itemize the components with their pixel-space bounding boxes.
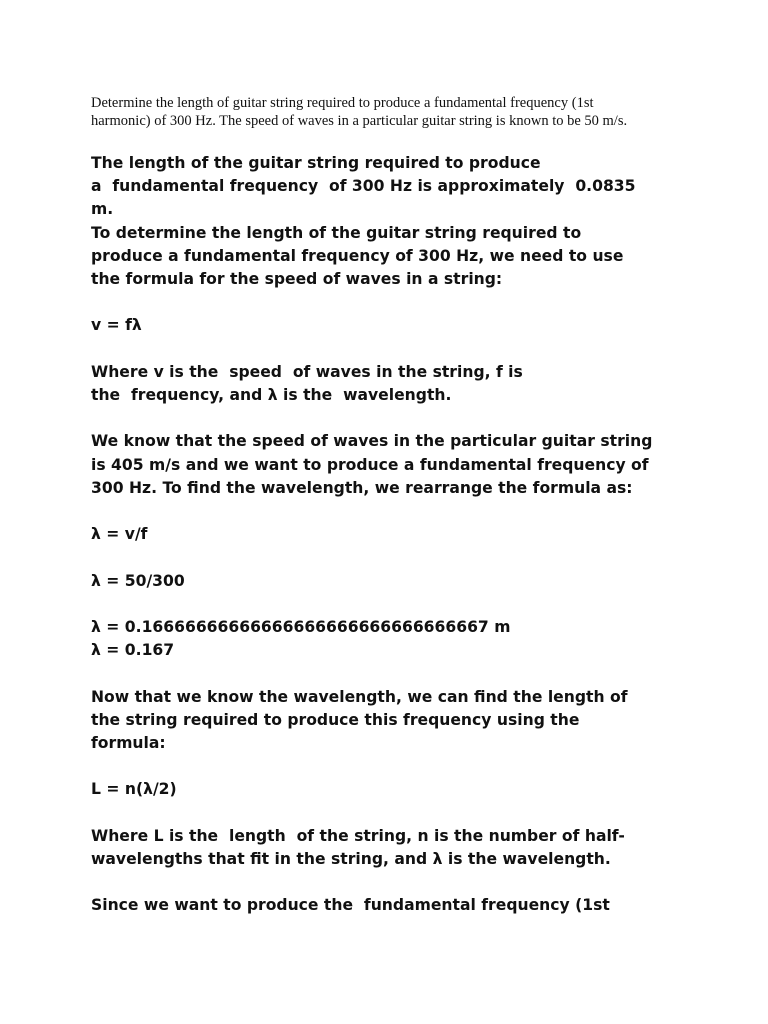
question-text — [91, 94, 691, 130]
answer-line: 300 Hz. To find the wavelength, we rearrange the formula as: — [91, 478, 633, 497]
paragraph-gap — [91, 291, 731, 314]
answer-line: the frequency, and λ is the wavelength. — [91, 386, 452, 404]
answer-line: Now that we know the wavelength, we can find the length of — [91, 687, 628, 706]
formula-wavelength: λ = v/f — [91, 525, 148, 544]
answer-line: the formula for the speed of waves in a string: — [91, 270, 503, 289]
paragraph-gap — [91, 500, 731, 523]
answer-line: the string required to produce this frequency using the — [91, 710, 580, 729]
paragraph-gap — [91, 802, 731, 825]
answer-line: Where v is the speed of waves in the string, f is — [91, 362, 523, 381]
paragraph-gap — [91, 662, 731, 685]
formula-result: λ = 0.16666666666666666666666666666667 m — [91, 617, 511, 636]
paragraph-gap — [91, 407, 731, 430]
paragraph-gap — [91, 871, 731, 894]
formula-length: L = n(λ/2) — [91, 780, 177, 799]
answer-line: wavelengths that fit in the string, and λ is the wavelength. — [91, 849, 611, 868]
paragraph-gap — [91, 338, 731, 361]
answer-line: Since we want to produce the fundamental frequency (1st — [91, 896, 610, 915]
formula-substitution: λ = 50/300 — [91, 571, 185, 590]
answer-line: a fundamental frequency of 300 Hz is approximately 0.0835 — [91, 177, 636, 196]
answer-line: formula: — [91, 733, 166, 752]
answer-line: produce a fundamental frequency of 300 Hz, we need to use — [91, 246, 624, 265]
formula-speed: v = fλ — [91, 316, 142, 335]
formula-rounded: λ = 0.167 — [91, 641, 175, 660]
answer-line: The length of the guitar string required to produce — [91, 154, 541, 172]
answer-line: We know that the speed of waves in the particular guitar string — [91, 432, 653, 451]
answer-line: To determine the length of the guitar string required to — [91, 223, 582, 242]
answer-body — [91, 152, 731, 918]
paragraph-gap — [91, 755, 731, 778]
paragraph-gap — [91, 546, 731, 569]
answer-line: m. — [91, 200, 114, 219]
question-line: harmonic) of 300 Hz. The speed of waves in a particular guitar string is known to be 50 m/s. — [91, 113, 628, 129]
paragraph-gap — [91, 593, 731, 616]
answer-line: is 405 m/s and we want to produce a fundamental frequency of — [91, 455, 649, 474]
answer-line: Where L is the length of the string, n is the number of half- — [91, 826, 625, 845]
question-line: Determine the length of guitar string required to produce a fundamental frequency (1st — [91, 95, 594, 111]
